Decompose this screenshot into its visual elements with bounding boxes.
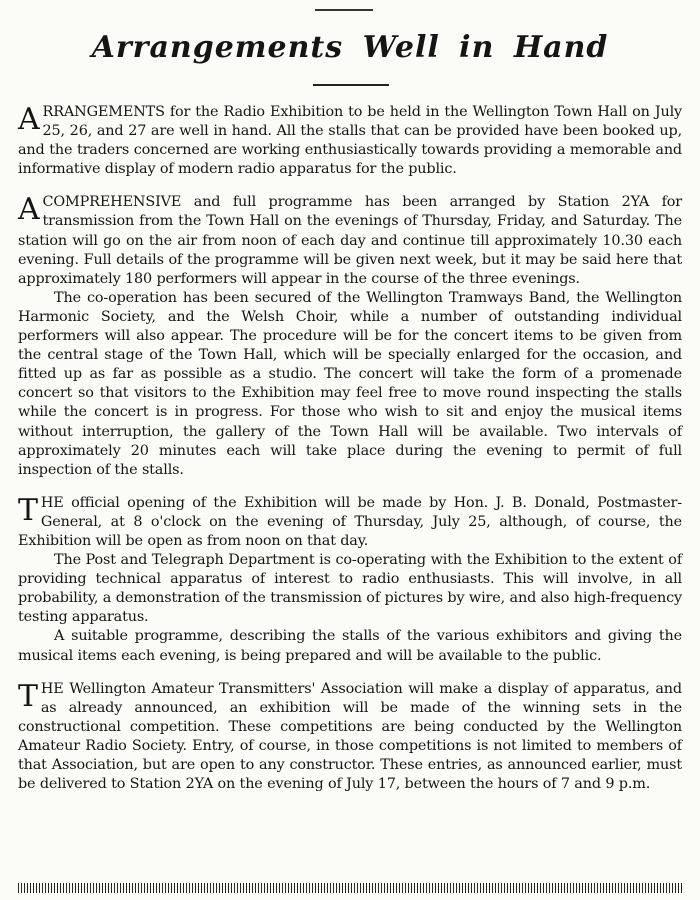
top-rule <box>315 9 373 11</box>
paragraph-text: official opening of the Exhibition will be made by Hon. J. B. Donald, Postmaster-General, at 8 o'clock on the evening of Thursday, July 25, although, of course, the Exhibition will be open as from noon on that day. <box>18 494 682 549</box>
paragraph: A suitable programme, describing the stalls of the various exhibitors and giving the musical items each evening, is being prepared and will be available to the public. <box>18 628 682 664</box>
article-body <box>18 103 682 794</box>
paragraph: The co-operation has been secured of the Wellington Tramways Band, the Wellington Harmonic Society, and the Welsh Choir, while a number of outstanding individual performers will also appear. The procedure will be for the concert items to be given from the central stage of the Town Hall, which will be specially enlarged for the occasion, and fitted up as far as possible as a studio. The concert will take the form of a promenade concert so that visitors to the Exhibition may feel free to move round inspecting the stalls while the concert is in progress. For those who wish to sit and enjoy the musical items without interruption, the gallery of the Town Hall will be available. Two intervals of approximately 20 minutes each will take place during the evening to permit of full inspection of the stalls. <box>18 289 682 478</box>
paragraph-text: Wellington Amateur Transmitters' Association will make a display of apparatus, and as already announced, an exhibition will be made of the winning sets in the constructional competition. These competitions are being conducted by the Wellington Amateur Radio Society. Entry, of course, in those competitions is not limited to members of that Association, but are open to any constructor. These entries, as announced earlier, must be delivered to Station 2YA on the evening of July 17, between the hours of 7 and 9 p.m. <box>18 680 682 793</box>
page-title: Arrangements Well in Hand <box>91 30 609 65</box>
paragraph: The Post and Telegraph Department is co-operating with the Exhibition to the extent of providing technical apparatus of interest to radio enthusiasts. This will involve, in all probability, a demonstration of the transmission of pictures by wire, and also high-frequency testing apparatus. <box>18 552 682 626</box>
lead-word: HE <box>40 680 64 697</box>
lead-word: HE <box>40 494 64 511</box>
paragraph <box>18 494 682 551</box>
dropcap: T <box>18 492 38 528</box>
dropcap: A <box>18 192 40 228</box>
dropcap: T <box>18 678 38 714</box>
lead-word: RRANGEMENTS <box>42 104 165 120</box>
paragraph <box>18 103 682 179</box>
paragraph-text: for the Radio Exhibition to be held in the Wellington Town Hall on July 25, 26, and 27 are well in hand. All the stalls that can be provided have been booked up, and the traders concerned are working enthusiastically towards providing a memorable and informative display of modern radio apparatus for the public. <box>18 104 682 178</box>
paragraph <box>18 680 682 795</box>
paragraph-text: and full programme has been arranged by Station 2YA for transmission from the Town Hall on the evenings of Thursday, Friday, and Saturday. The station will go on the air from noon of each day and continue till approximately 10.30 each evening. Full details of the programme will be given next week, but it may be said here that approximately 180 performers will appear in the course of the three evenings. <box>18 194 682 287</box>
dropcap: A <box>18 102 40 137</box>
paragraph <box>18 193 682 288</box>
bottom-rule <box>18 883 682 893</box>
lead-word: COMPREHENSIVE <box>42 194 182 211</box>
title-rule <box>313 84 389 86</box>
